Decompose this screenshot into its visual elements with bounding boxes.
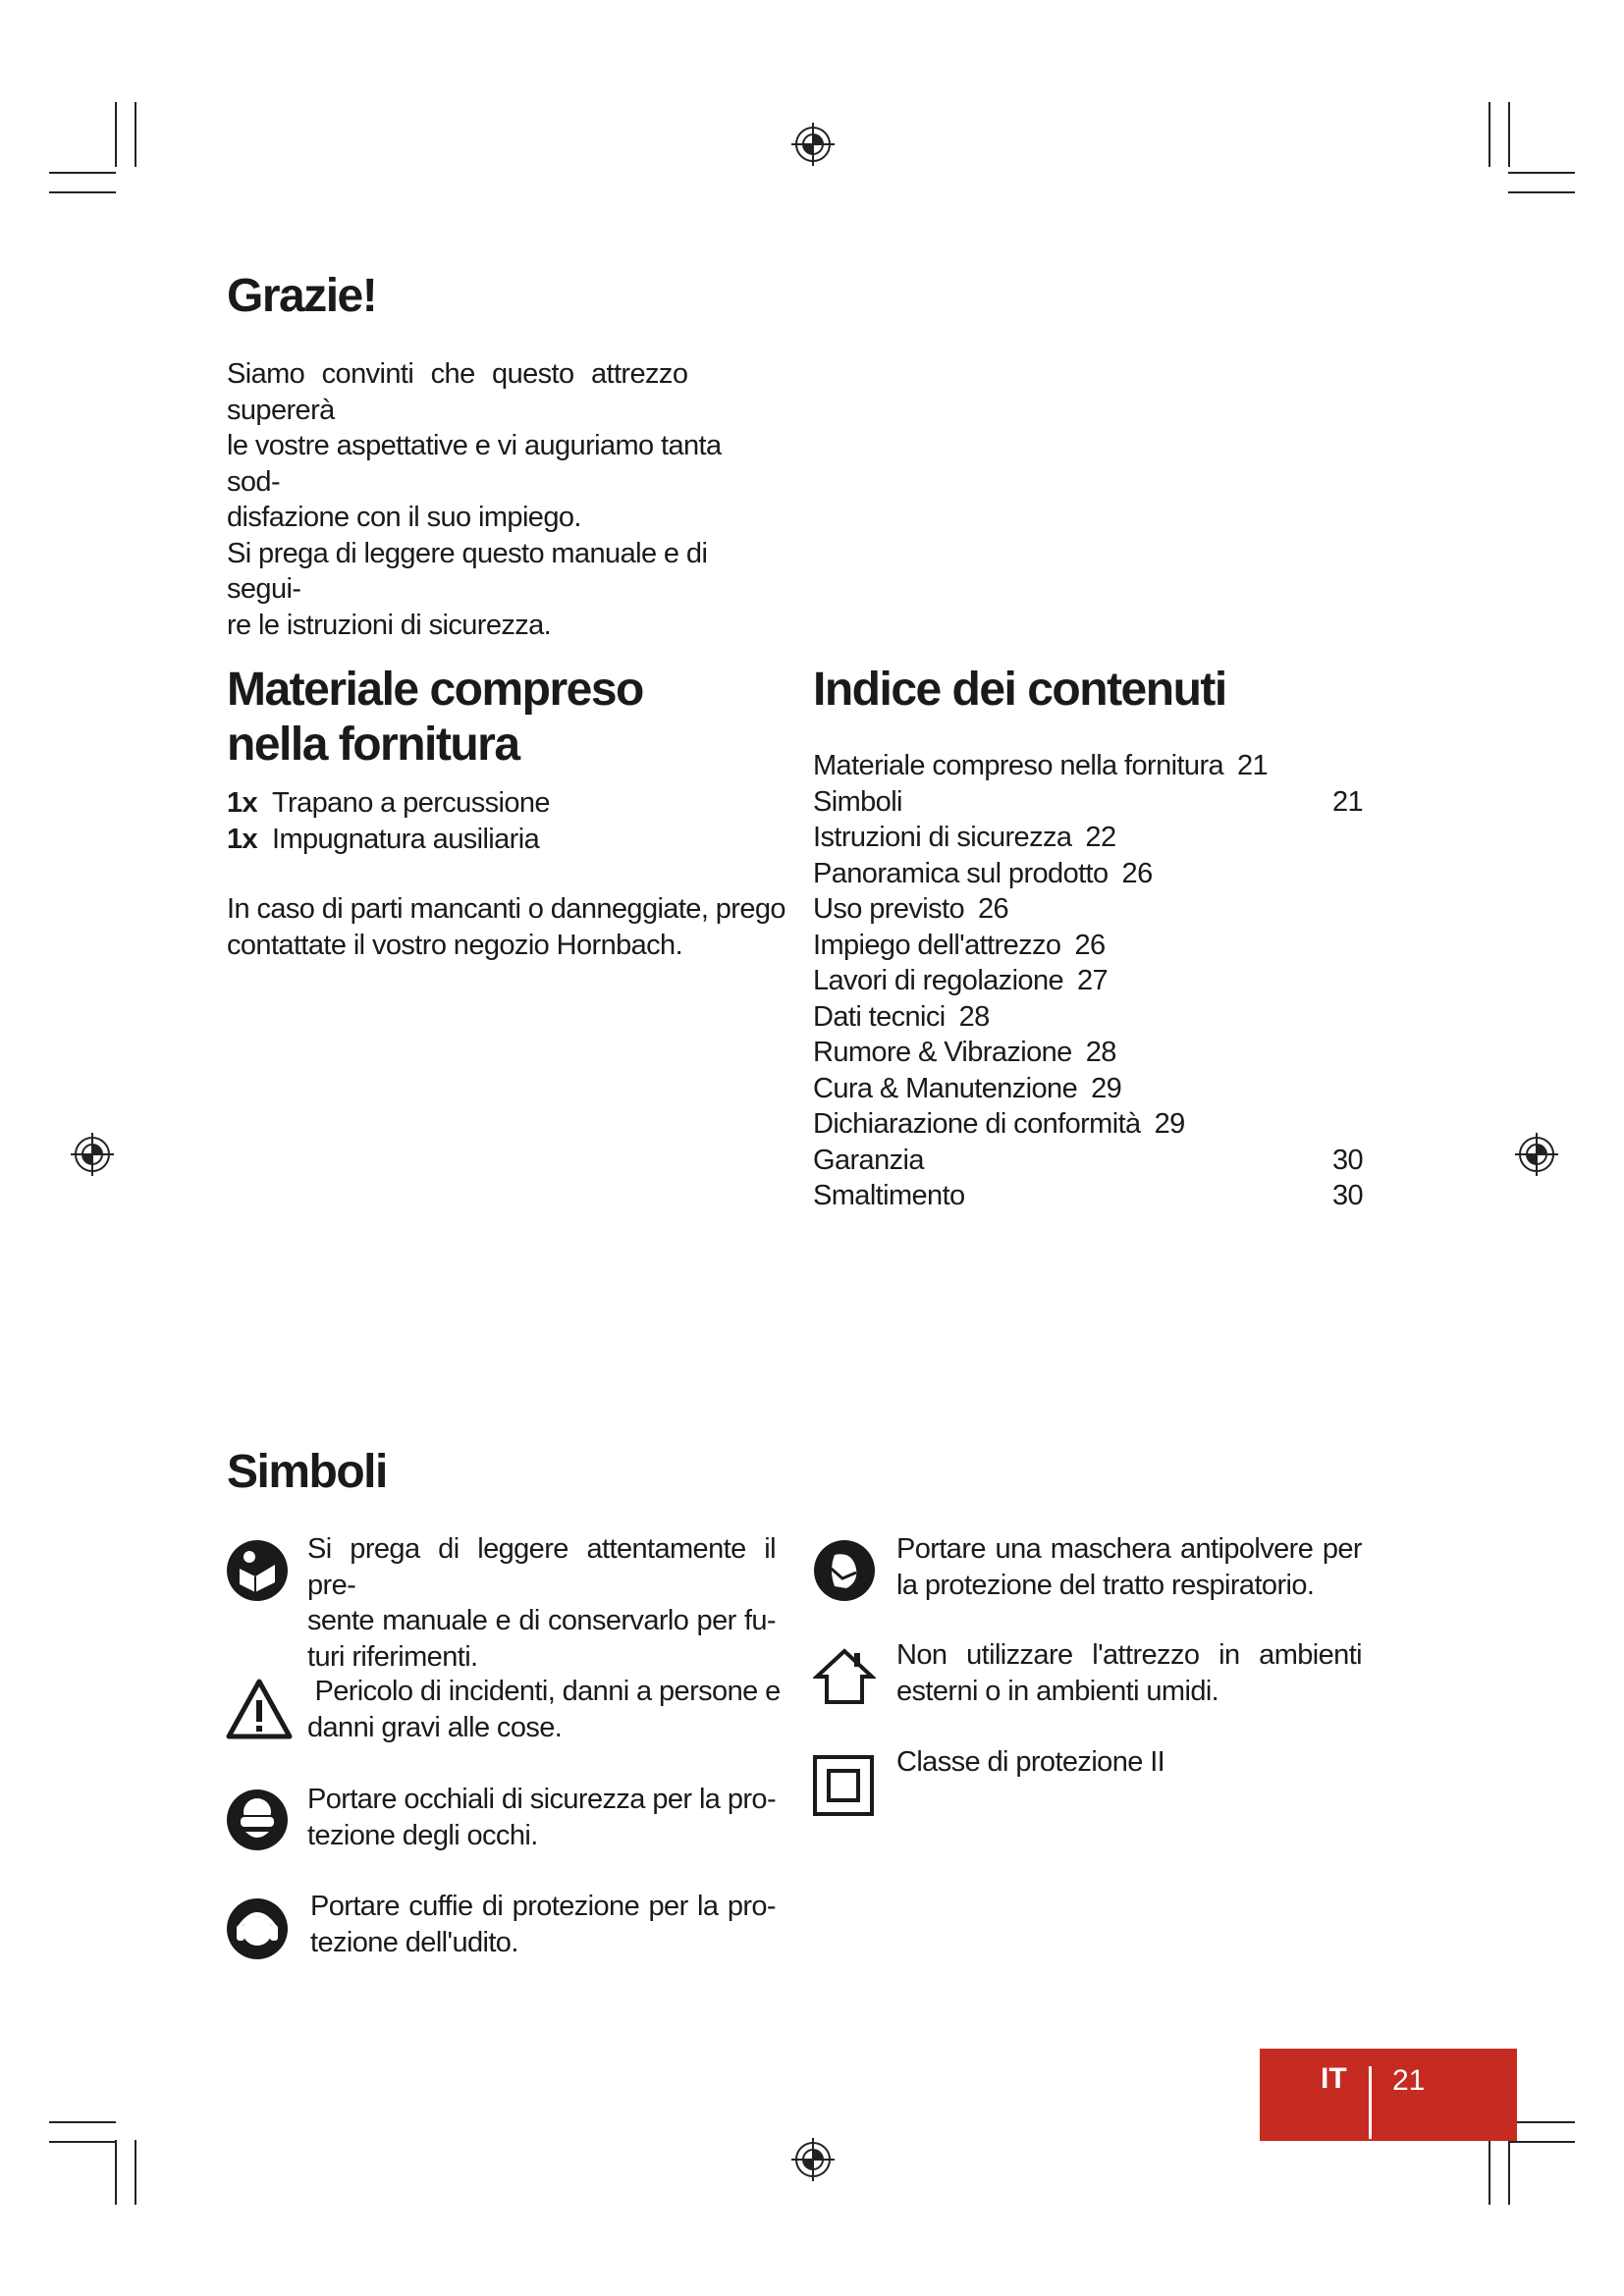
toc-entry [813,784,1363,821]
delivery-list [227,785,550,857]
intro-line: re le istruzioni di sicurezza. [227,609,552,641]
toc-entry-page: 27 [1077,965,1109,996]
page-tab [1260,2049,1517,2141]
toc-entry-label: Impiego dell'attrezzo [813,929,1061,961]
delivery-title: Materiale compreso nella fornitura [227,664,643,771]
tab-divider [1369,2066,1372,2139]
delivery-item: 1x Trapano a percussione [227,787,550,819]
symbol-ear-protection-text: Portare cuffie di protezione per la pro- tezione dell'udito. [310,1891,776,1958]
symbols-title: Simboli [227,1446,387,1498]
toc-list [813,748,1363,1214]
safety-goggles-icon [226,1789,289,1851]
delivery-note: In caso di parti mancanti o danneggiate, prego contattate il vostro negozio Hornbach. [227,893,785,961]
intro-text [227,356,776,643]
toc-entry-label: Istruzioni di sicurezza [813,822,1072,853]
toc-entry-label: Cura & Manutenzione [813,1072,1078,1104]
symbol-read-manual-text: Si prega di leggere attentamente il pre- sente manuale e di conservarlo per fu- turi riferimenti. [307,1533,776,1673]
toc-entry-page: 26 [1121,857,1153,889]
dust-mask-icon [813,1539,876,1602]
delivery-item: 1x Impugnatura ausiliaria [227,823,540,855]
toc-entry-page: 22 [1085,822,1116,853]
toc-entry-page: 26 [977,893,1009,925]
indoor-use-only-icon [813,1647,876,1706]
toc-entry-page: 28 [1085,1037,1116,1068]
toc-entry [813,1143,1363,1179]
toc-entry [813,856,1363,892]
intro-line: disfazione con il suo impiego. [227,502,581,533]
symbol-dust-mask-text: Portare una maschera antipolvere per la protezione del tratto respiratorio. [896,1533,1362,1601]
toc-entry [813,1178,1363,1214]
toc-entry-label: Panoramica sul prodotto [813,857,1109,889]
toc-entry [813,999,1363,1036]
toc-entry [813,891,1363,928]
toc-entry-page: 28 [958,1000,990,1033]
symbol-goggles-text: Portare occhiali di sicurezza per la pro- tezione degli occhi. [307,1784,776,1851]
intro-line: Si prega di leggere questo manuale e di segui- [227,537,708,605]
toc-entry-page: 26 [1074,929,1106,961]
toc-entry [813,928,1363,964]
page-number: 21 [1392,2064,1426,2097]
toc-entry-label: Rumore & Vibrazione [813,1037,1072,1068]
toc-entry-label: Dichiarazione di conformità [813,1108,1141,1140]
toc-entry [813,820,1363,856]
toc-entry [813,748,1363,784]
toc-entry [813,1106,1363,1143]
toc-entry-page: 30 [1331,1144,1363,1176]
toc-entry-label: Uso previsto [813,893,964,925]
toc-entry-label: Smaltimento [813,1180,965,1211]
symbol-protection-class-text: Classe di protezione II [896,1746,1165,1778]
toc-entry-label: Dati tecnici [813,1000,946,1033]
crop-mark-bottom-left [49,2122,135,2205]
crop-mark-top-right [1489,102,1575,192]
toc-entry-page: 21 [1331,785,1363,818]
toc-entry-page: 29 [1154,1108,1185,1140]
toc-entry-page: 30 [1331,1180,1363,1211]
intro-line: Siamo convinti che questo attrezzo supererà [227,358,688,426]
toc-entry [813,963,1363,999]
toc-entry [813,1071,1363,1107]
toc-entry-page: 29 [1091,1072,1122,1104]
language-code: IT [1321,2062,1347,2095]
registration-mark-bottom [791,2138,835,2181]
warning-triangle-icon [226,1679,293,1739]
read-manual-icon [226,1539,289,1602]
toc-entry-label: Simboli [813,785,902,818]
intro-title: Grazie! [227,270,377,322]
toc-title: Indice dei contenuti [813,664,1226,716]
toc-entry-label: Materiale compreso nella fornitura [813,750,1224,781]
toc-entry-page: 21 [1237,750,1269,781]
registration-mark-right [1515,1133,1558,1176]
intro-line: le vostre aspettative e vi auguriamo tanta sod- [227,430,722,498]
registration-mark-left [71,1133,114,1176]
toc-entry-label: Lavori di regolazione [813,965,1064,996]
ear-protection-icon [226,1897,289,1960]
registration-mark-top [791,123,835,166]
symbol-warning-text: Pericolo di incidenti, danni a persone e danni gravi alle cose. [307,1676,781,1743]
symbol-indoor-text: Non utilizzare l'attrezzo in ambienti esterni o in ambienti umidi. [896,1639,1362,1707]
toc-entry [813,1035,1363,1071]
crop-mark-top-left [49,102,135,192]
toc-entry-label: Garanzia [813,1144,924,1176]
protection-class-2-icon [813,1755,874,1816]
